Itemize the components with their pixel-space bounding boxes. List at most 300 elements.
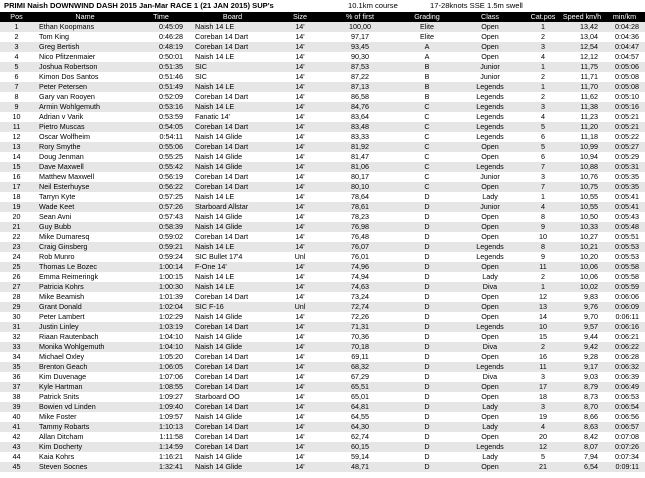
cell-class: Open bbox=[454, 332, 526, 342]
table-row bbox=[0, 82, 645, 92]
cell-time: 0:55:42 bbox=[137, 162, 185, 172]
table-row bbox=[0, 442, 645, 452]
cell-size: 14' bbox=[280, 112, 320, 122]
cell-pace: 0:04:57 bbox=[604, 52, 645, 62]
cell-speed: 9,42 bbox=[560, 342, 604, 352]
cell-class: Open bbox=[454, 262, 526, 272]
cell-pct-first: 80,10 bbox=[320, 182, 400, 192]
cell-speed: 11,38 bbox=[560, 102, 604, 112]
cell-board: Coreban 14 Dart bbox=[185, 292, 280, 302]
cell-pos: 7 bbox=[0, 82, 33, 92]
cell-pct-first: 97,17 bbox=[320, 32, 400, 42]
cell-speed: 8,66 bbox=[560, 412, 604, 422]
cell-pct-first: 83,33 bbox=[320, 132, 400, 142]
cell-class: Legends bbox=[454, 102, 526, 112]
cell-speed: 10,33 bbox=[560, 222, 604, 232]
table-row bbox=[0, 52, 645, 62]
cell-cat-pos: 5 bbox=[526, 452, 560, 462]
cell-name: Ethan Koopmans bbox=[33, 22, 137, 32]
cell-class: Open bbox=[454, 32, 526, 42]
cell-class: Legends bbox=[454, 322, 526, 332]
cell-pct-first: 80,17 bbox=[320, 172, 400, 182]
cell-board: Coreban 14 Dart bbox=[185, 142, 280, 152]
cell-class: Open bbox=[454, 152, 526, 162]
cell-pos: 31 bbox=[0, 322, 33, 332]
column-header: Time bbox=[137, 12, 185, 22]
cell-class: Legends bbox=[454, 82, 526, 92]
cell-grading: D bbox=[400, 352, 454, 362]
cell-board: Naish 14 Glide bbox=[185, 342, 280, 352]
cell-name: Mike Dumaresq bbox=[33, 232, 137, 242]
cell-grading: D bbox=[400, 212, 454, 222]
cell-time: 1:09:40 bbox=[137, 402, 185, 412]
cell-grading: D bbox=[400, 272, 454, 282]
cell-pace: 0:04:28 bbox=[604, 22, 645, 32]
cell-cat-pos: 1 bbox=[526, 62, 560, 72]
cell-pct-first: 59,14 bbox=[320, 452, 400, 462]
cell-time: 0:59:24 bbox=[137, 252, 185, 262]
cell-speed: 9,44 bbox=[560, 332, 604, 342]
cell-speed: 11,71 bbox=[560, 72, 604, 82]
cell-pct-first: 76,48 bbox=[320, 232, 400, 242]
cell-board: Naish 14 LE bbox=[185, 82, 280, 92]
cell-name: Tammy Robarts bbox=[33, 422, 137, 432]
cell-cat-pos: 3 bbox=[526, 402, 560, 412]
table-row bbox=[0, 192, 645, 202]
cell-class: Open bbox=[454, 412, 526, 422]
cell-pace: 0:05:08 bbox=[604, 72, 645, 82]
cell-time: 0:59:02 bbox=[137, 232, 185, 242]
cell-size: 14' bbox=[280, 262, 320, 272]
cell-time: 1:09:57 bbox=[137, 412, 185, 422]
table-row bbox=[0, 22, 645, 32]
cell-pos: 30 bbox=[0, 312, 33, 322]
cell-speed: 10,55 bbox=[560, 192, 604, 202]
cell-class: Open bbox=[454, 222, 526, 232]
cell-pace: 0:06:54 bbox=[604, 402, 645, 412]
cell-pct-first: 68,32 bbox=[320, 362, 400, 372]
cell-pace: 0:06:16 bbox=[604, 322, 645, 332]
cell-grading: B bbox=[400, 82, 454, 92]
cell-speed: 10,06 bbox=[560, 262, 604, 272]
cell-pos: 33 bbox=[0, 342, 33, 352]
cell-size: 14' bbox=[280, 292, 320, 302]
cell-class: Diva bbox=[454, 372, 526, 382]
cell-size: 14' bbox=[280, 72, 320, 82]
table-row bbox=[0, 312, 645, 322]
cell-size: 14' bbox=[280, 192, 320, 202]
cell-speed: 10,20 bbox=[560, 252, 604, 262]
cell-pct-first: 64,55 bbox=[320, 412, 400, 422]
cell-class: Legends bbox=[454, 112, 526, 122]
cell-pace: 0:05:41 bbox=[604, 192, 645, 202]
cell-cat-pos: 9 bbox=[526, 252, 560, 262]
cell-pace: 0:07:26 bbox=[604, 442, 645, 452]
cell-pos: 35 bbox=[0, 362, 33, 372]
cell-pos: 38 bbox=[0, 392, 33, 402]
cell-speed: 12,12 bbox=[560, 52, 604, 62]
cell-grading: D bbox=[400, 302, 454, 312]
cell-board: Naish 14 Glide bbox=[185, 222, 280, 232]
cell-grading: A bbox=[400, 42, 454, 52]
cell-pace: 0:06:56 bbox=[604, 412, 645, 422]
cell-size: 14' bbox=[280, 202, 320, 212]
cell-cat-pos: 4 bbox=[526, 422, 560, 432]
table-row bbox=[0, 462, 645, 472]
cell-board: Naish 14 Glide bbox=[185, 332, 280, 342]
cell-pace: 0:05:35 bbox=[604, 172, 645, 182]
cell-pos: 11 bbox=[0, 122, 33, 132]
cell-speed: 10,06 bbox=[560, 272, 604, 282]
cell-pos: 37 bbox=[0, 382, 33, 392]
table-row bbox=[0, 382, 645, 392]
cell-board: Naish 14 Glide bbox=[185, 212, 280, 222]
cell-grading: D bbox=[400, 322, 454, 332]
cell-name: Joshua Robertson bbox=[33, 62, 137, 72]
cell-pos: 39 bbox=[0, 402, 33, 412]
cell-size: 14' bbox=[280, 52, 320, 62]
cell-board: Coreban 14 Dart bbox=[185, 422, 280, 432]
cell-size: 14' bbox=[280, 352, 320, 362]
cell-class: Lady bbox=[454, 402, 526, 412]
cell-cat-pos: 19 bbox=[526, 412, 560, 422]
cell-name: Kyle Hartman bbox=[33, 382, 137, 392]
cell-pace: 0:06:21 bbox=[604, 332, 645, 342]
cell-speed: 9,28 bbox=[560, 352, 604, 362]
cell-pct-first: 65,51 bbox=[320, 382, 400, 392]
cell-size: 14' bbox=[280, 422, 320, 432]
cell-cat-pos: 4 bbox=[526, 52, 560, 62]
cell-name: Bowien vd Linden bbox=[33, 402, 137, 412]
cell-class: Legends bbox=[454, 252, 526, 262]
cell-pct-first: 81,47 bbox=[320, 152, 400, 162]
cell-pct-first: 83,48 bbox=[320, 122, 400, 132]
cell-pace: 0:07:34 bbox=[604, 452, 645, 462]
cell-board: Naish 14 LE bbox=[185, 102, 280, 112]
cell-size: 14' bbox=[280, 102, 320, 112]
cell-time: 0:45:09 bbox=[137, 22, 185, 32]
cell-time: 1:04:10 bbox=[137, 342, 185, 352]
cell-pos: 17 bbox=[0, 182, 33, 192]
cell-pct-first: 87,22 bbox=[320, 72, 400, 82]
cell-board: Fanatic 14' bbox=[185, 112, 280, 122]
cell-speed: 11,75 bbox=[560, 62, 604, 72]
cell-size: 14' bbox=[280, 182, 320, 192]
cell-cat-pos: 12 bbox=[526, 292, 560, 302]
cell-pct-first: 76,01 bbox=[320, 252, 400, 262]
cell-board: Coreban 14 Dart bbox=[185, 322, 280, 332]
cell-board: Coreban 14 Dart bbox=[185, 122, 280, 132]
cell-size: 14' bbox=[280, 372, 320, 382]
cell-size: 14' bbox=[280, 222, 320, 232]
cell-grading: D bbox=[400, 292, 454, 302]
cell-board: Naish 14 LE bbox=[185, 282, 280, 292]
cell-class: Open bbox=[454, 182, 526, 192]
cell-grading: D bbox=[400, 422, 454, 432]
cell-board: Naish 14 LE bbox=[185, 272, 280, 282]
cell-time: 0:58:39 bbox=[137, 222, 185, 232]
cell-cat-pos: 18 bbox=[526, 392, 560, 402]
cell-pct-first: 65,01 bbox=[320, 392, 400, 402]
cell-pace: 0:05:59 bbox=[604, 282, 645, 292]
cell-name: Kim Docherty bbox=[33, 442, 137, 452]
cell-size: 14' bbox=[280, 362, 320, 372]
cell-grading: D bbox=[400, 252, 454, 262]
table-row bbox=[0, 362, 645, 372]
cell-grading: D bbox=[400, 412, 454, 422]
table-row bbox=[0, 242, 645, 252]
cell-pct-first: 90,30 bbox=[320, 52, 400, 62]
cell-name: Neil Esterhuyse bbox=[33, 182, 137, 192]
cell-cat-pos: 11 bbox=[526, 262, 560, 272]
cell-pos: 28 bbox=[0, 292, 33, 302]
cell-pace: 0:05:10 bbox=[604, 92, 645, 102]
cell-pace: 0:05:21 bbox=[604, 122, 645, 132]
table-row bbox=[0, 282, 645, 292]
cell-board: Naish 14 Glide bbox=[185, 312, 280, 322]
cell-class: Open bbox=[454, 22, 526, 32]
cell-cat-pos: 1 bbox=[526, 82, 560, 92]
table-row bbox=[0, 332, 645, 342]
cell-board: Naish 14 Glide bbox=[185, 162, 280, 172]
cell-name: Monika Wohlgemuth bbox=[33, 342, 137, 352]
cell-board: Coreban 14 Dart bbox=[185, 362, 280, 372]
cell-grading: C bbox=[400, 162, 454, 172]
cell-pace: 0:05:35 bbox=[604, 182, 645, 192]
cell-board: SIC F-16 bbox=[185, 302, 280, 312]
cell-size: 14' bbox=[280, 342, 320, 352]
cell-class: Lady bbox=[454, 452, 526, 462]
table-row bbox=[0, 172, 645, 182]
table-row bbox=[0, 92, 645, 102]
cell-pos: 45 bbox=[0, 462, 33, 472]
cell-pos: 15 bbox=[0, 162, 33, 172]
cell-speed: 9,17 bbox=[560, 362, 604, 372]
cell-name: Sean Avni bbox=[33, 212, 137, 222]
table-row bbox=[0, 212, 645, 222]
cell-pace: 0:06:57 bbox=[604, 422, 645, 432]
cell-time: 0:50:01 bbox=[137, 52, 185, 62]
cell-size: 14' bbox=[280, 242, 320, 252]
cell-grading: C bbox=[400, 172, 454, 182]
cell-board: Naish 14 LE bbox=[185, 242, 280, 252]
cell-grading: B bbox=[400, 62, 454, 72]
cell-board: Coreban 14 Dart bbox=[185, 372, 280, 382]
results-body bbox=[0, 22, 645, 472]
cell-pos: 12 bbox=[0, 132, 33, 142]
cell-pos: 14 bbox=[0, 152, 33, 162]
cell-board: SIC bbox=[185, 72, 280, 82]
cell-pct-first: 93,45 bbox=[320, 42, 400, 52]
cell-pct-first: 72,74 bbox=[320, 302, 400, 312]
cell-size: 14' bbox=[280, 272, 320, 282]
cell-size: 14' bbox=[280, 92, 320, 102]
cell-pct-first: 76,98 bbox=[320, 222, 400, 232]
cell-pct-first: 78,64 bbox=[320, 192, 400, 202]
cell-cat-pos: 7 bbox=[526, 162, 560, 172]
cell-pace: 0:06:28 bbox=[604, 352, 645, 362]
cell-size: Unl bbox=[280, 302, 320, 312]
cell-speed: 10,02 bbox=[560, 282, 604, 292]
cell-pace: 0:05:58 bbox=[604, 262, 645, 272]
cell-name: Armin Wohlgemuth bbox=[33, 102, 137, 112]
cell-time: 0:57:25 bbox=[137, 192, 185, 202]
cell-time: 0:52:09 bbox=[137, 92, 185, 102]
table-row bbox=[0, 262, 645, 272]
cell-pct-first: 87,13 bbox=[320, 82, 400, 92]
cell-class: Open bbox=[454, 382, 526, 392]
cell-class: Open bbox=[454, 142, 526, 152]
cell-class: Legends bbox=[454, 162, 526, 172]
cell-size: 14' bbox=[280, 122, 320, 132]
cell-class: Open bbox=[454, 352, 526, 362]
cell-board: Coreban 14 Dart bbox=[185, 32, 280, 42]
cell-pos: 32 bbox=[0, 332, 33, 342]
table-row bbox=[0, 182, 645, 192]
cell-cat-pos: 2 bbox=[526, 32, 560, 42]
cell-speed: 9,03 bbox=[560, 372, 604, 382]
cell-name: Kim Duvenage bbox=[33, 372, 137, 382]
table-row bbox=[0, 272, 645, 282]
cell-cat-pos: 3 bbox=[526, 102, 560, 112]
cell-board: Coreban 14 Dart bbox=[185, 352, 280, 362]
cell-size: 14' bbox=[280, 462, 320, 472]
table-row bbox=[0, 342, 645, 352]
cell-class: Open bbox=[454, 392, 526, 402]
cell-pct-first: 87,53 bbox=[320, 62, 400, 72]
table-row bbox=[0, 252, 645, 262]
cell-name: Tom King bbox=[33, 32, 137, 42]
cell-time: 0:54:11 bbox=[137, 132, 185, 142]
cell-speed: 11,23 bbox=[560, 112, 604, 122]
cell-grading: D bbox=[400, 372, 454, 382]
cell-pos: 3 bbox=[0, 42, 33, 52]
cell-pace: 0:07:08 bbox=[604, 432, 645, 442]
cell-pace: 0:06:49 bbox=[604, 382, 645, 392]
cell-pos: 42 bbox=[0, 432, 33, 442]
cell-name: Michael Oxley bbox=[33, 352, 137, 362]
table-row bbox=[0, 112, 645, 122]
cell-pace: 0:05:53 bbox=[604, 242, 645, 252]
cell-board: Naish 14 LE bbox=[185, 192, 280, 202]
cell-cat-pos: 2 bbox=[526, 272, 560, 282]
cell-pct-first: 71,31 bbox=[320, 322, 400, 332]
cell-class: Lady bbox=[454, 272, 526, 282]
cell-time: 1:00:30 bbox=[137, 282, 185, 292]
cell-time: 1:02:29 bbox=[137, 312, 185, 322]
cell-grading: D bbox=[400, 452, 454, 462]
cell-pct-first: 64,81 bbox=[320, 402, 400, 412]
cell-pos: 1 bbox=[0, 22, 33, 32]
cell-name: Peter Petersen bbox=[33, 82, 137, 92]
cell-cat-pos: 1 bbox=[526, 282, 560, 292]
cell-grading: B bbox=[400, 72, 454, 82]
cell-pos: 19 bbox=[0, 202, 33, 212]
cell-name: Steven Socnes bbox=[33, 462, 137, 472]
results-table bbox=[0, 12, 645, 472]
cell-time: 0:57:26 bbox=[137, 202, 185, 212]
cell-pos: 43 bbox=[0, 442, 33, 452]
cell-pos: 40 bbox=[0, 412, 33, 422]
cell-size: 14' bbox=[280, 212, 320, 222]
cell-board: Coreban 14 Dart bbox=[185, 402, 280, 412]
cell-size: 14' bbox=[280, 22, 320, 32]
cell-name: Riaan Rautenbach bbox=[33, 332, 137, 342]
cell-class: Junior bbox=[454, 72, 526, 82]
cell-speed: 11,20 bbox=[560, 122, 604, 132]
cell-pos: 22 bbox=[0, 232, 33, 242]
cell-grading: D bbox=[400, 242, 454, 252]
cell-pos: 41 bbox=[0, 422, 33, 432]
cell-name: Patricia Kohrs bbox=[33, 282, 137, 292]
cell-speed: 7,94 bbox=[560, 452, 604, 462]
cell-class: Diva bbox=[454, 342, 526, 352]
cell-pace: 0:09:11 bbox=[604, 462, 645, 472]
cell-name: Grant Donald bbox=[33, 302, 137, 312]
cell-class: Open bbox=[454, 302, 526, 312]
cell-pos: 25 bbox=[0, 262, 33, 272]
cell-board: Coreban 14 Dart bbox=[185, 172, 280, 182]
cell-pace: 0:06:11 bbox=[604, 312, 645, 322]
cell-name: Brenton Geach bbox=[33, 362, 137, 372]
cell-grading: Elite bbox=[400, 22, 454, 32]
table-row bbox=[0, 322, 645, 332]
table-row bbox=[0, 392, 645, 402]
column-header: Pos bbox=[0, 12, 33, 22]
cell-pace: 0:06:53 bbox=[604, 392, 645, 402]
cell-cat-pos: 8 bbox=[526, 242, 560, 252]
cell-pct-first: 69,11 bbox=[320, 352, 400, 362]
cell-size: 14' bbox=[280, 392, 320, 402]
cell-pct-first: 78,61 bbox=[320, 202, 400, 212]
cell-board: Naish 14 Glide bbox=[185, 412, 280, 422]
cell-cat-pos: 13 bbox=[526, 302, 560, 312]
cell-class: Open bbox=[454, 232, 526, 242]
cell-pct-first: 64,30 bbox=[320, 422, 400, 432]
cell-pace: 0:05:41 bbox=[604, 202, 645, 212]
cell-pos: 5 bbox=[0, 62, 33, 72]
cell-pct-first: 81,06 bbox=[320, 162, 400, 172]
cell-grading: B bbox=[400, 92, 454, 102]
cell-board: Starboard Allstar bbox=[185, 202, 280, 212]
cell-speed: 11,62 bbox=[560, 92, 604, 102]
cell-speed: 10,21 bbox=[560, 242, 604, 252]
cell-class: Open bbox=[454, 432, 526, 442]
cell-class: Open bbox=[454, 42, 526, 52]
cell-grading: D bbox=[400, 232, 454, 242]
cell-grading: D bbox=[400, 462, 454, 472]
cell-time: 1:05:20 bbox=[137, 352, 185, 362]
cell-speed: 8,42 bbox=[560, 432, 604, 442]
cell-class: Diva bbox=[454, 282, 526, 292]
cell-pct-first: 70,18 bbox=[320, 342, 400, 352]
cell-class: Open bbox=[454, 462, 526, 472]
cell-grading: A bbox=[400, 52, 454, 62]
cell-pct-first: 62,74 bbox=[320, 432, 400, 442]
cell-size: 14' bbox=[280, 452, 320, 462]
cell-cat-pos: 1 bbox=[526, 192, 560, 202]
cell-name: Craig Ginsberg bbox=[33, 242, 137, 252]
cell-cat-pos: 5 bbox=[526, 122, 560, 132]
cell-pct-first: 70,36 bbox=[320, 332, 400, 342]
column-header: Speed km/h bbox=[560, 12, 604, 22]
column-header: Size bbox=[280, 12, 320, 22]
cell-grading: D bbox=[400, 192, 454, 202]
cell-pace: 0:06:39 bbox=[604, 372, 645, 382]
cell-speed: 11,18 bbox=[560, 132, 604, 142]
cell-time: 0:57:43 bbox=[137, 212, 185, 222]
cell-cat-pos: 8 bbox=[526, 212, 560, 222]
